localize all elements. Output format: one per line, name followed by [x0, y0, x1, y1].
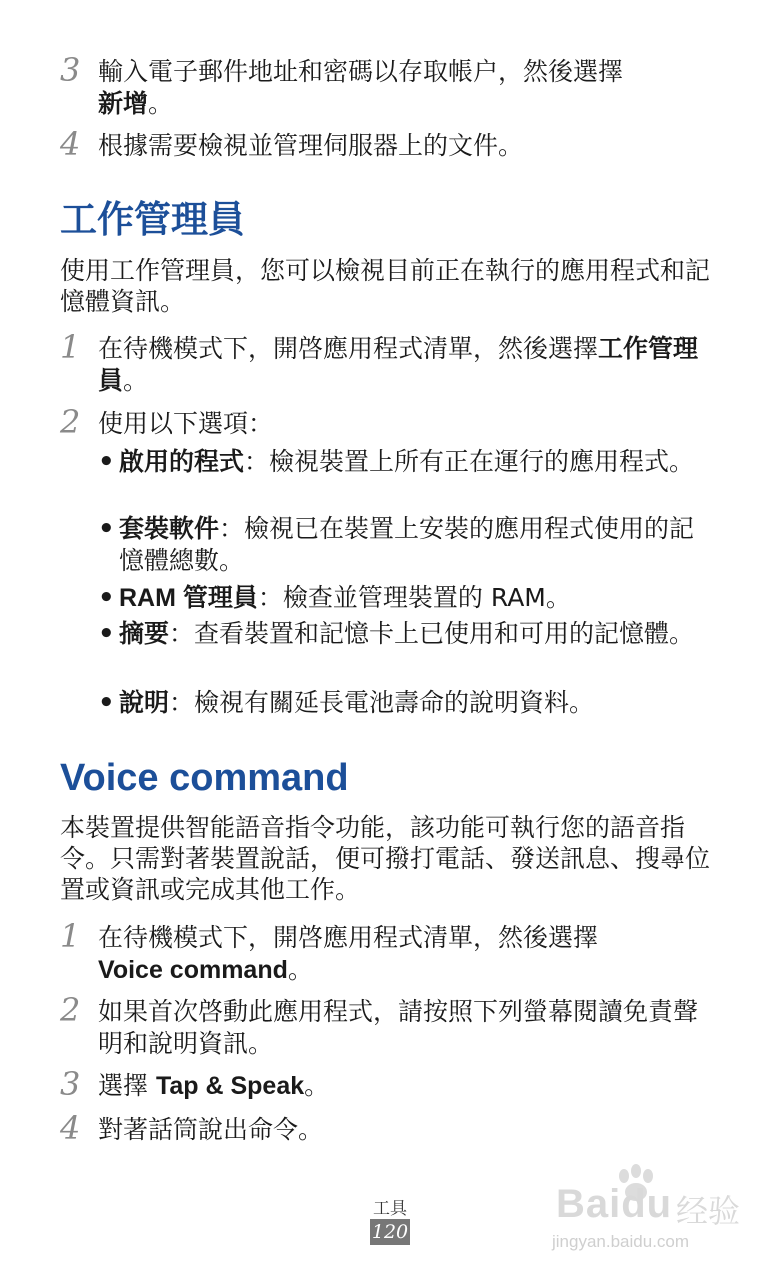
voice-step-1	[60, 917, 720, 986]
step-text: 選擇	[98, 1071, 156, 1100]
step-number: 1	[60, 917, 81, 955]
page-number: 120	[371, 1221, 409, 1243]
bullet-summary	[98, 618, 718, 650]
bullet-desc: ：查看裝置和記憶卡上已使用和可用的記憶體。	[169, 619, 695, 648]
step-tail: 。	[287, 955, 313, 984]
watermark-cn: 经验	[676, 1192, 741, 1230]
watermark-brand	[556, 1182, 672, 1227]
footer-section-title: 工具	[373, 1199, 407, 1219]
step-tail: 。	[148, 89, 174, 118]
step-bold: Voice command	[98, 956, 288, 984]
step-bold: 新增	[98, 89, 149, 118]
step-number: 2	[60, 403, 81, 441]
bullet-dot: •	[98, 583, 115, 613]
task-step-2	[60, 403, 720, 441]
step-4-manage-files	[60, 125, 720, 163]
task-manager-intro: 使用工作管理員，您可以檢視目前正在執行的應用程式和記憶體資訊。	[60, 256, 711, 316]
step-number: 3	[60, 51, 81, 89]
step-text: 根據需要檢視並管理伺服器上的文件。	[98, 131, 524, 160]
bullet-term: 啟用的程式	[119, 447, 245, 476]
bullet-help	[98, 687, 718, 719]
bullet-running-apps	[98, 446, 718, 478]
bullet-dot: •	[98, 619, 115, 649]
bullet-term: 摘要	[119, 619, 170, 648]
step-bold: 工作管理員	[98, 334, 699, 395]
step-tail: 。	[123, 366, 149, 395]
step-number: 4	[60, 1109, 81, 1147]
bullet-term: RAM 管理員	[119, 584, 258, 612]
watermark-brand-b: du	[621, 1182, 673, 1226]
baidu-jingyan-watermark	[552, 1168, 752, 1268]
bullet-desc: ：檢視裝置上所有正在運行的應用程式。	[244, 447, 695, 476]
bullet-desc: ：檢視已在裝置上安裝的應用程式使用的記憶體總數。	[119, 514, 695, 575]
step-text: 在待機模式下，開啓應用程式清單，然後選擇	[98, 334, 599, 363]
bullet-term: 套裝軟件	[119, 514, 220, 543]
voice-step-4	[60, 1109, 720, 1147]
step-3-email	[60, 51, 720, 120]
watermark-url: jingyan.baidu.com	[552, 1232, 690, 1251]
step-tail: 。	[304, 1071, 330, 1100]
voice-command-intro: 本裝置提供智能語音指令功能，該功能可執行您的語音指令。只需對著裝置說話，便可撥打電話、發送訊息、搜尋位置或資訊或完成其他工作。	[60, 813, 711, 904]
bullet-dot: •	[98, 688, 115, 718]
section-heading-voice-command: Voice command	[60, 757, 349, 799]
step-number: 4	[60, 125, 81, 163]
step-number: 3	[60, 1065, 81, 1103]
step-text: 在待機模式下，開啓應用程式清單，然後選擇	[98, 923, 599, 952]
step-text: 如果首次啓動此應用程式，請按照下列螢幕閱讀免責聲明和說明資訊。	[98, 997, 699, 1058]
bullet-packages	[98, 513, 718, 577]
step-text: 輸入電子郵件地址和密碼以存取帳户，然後選擇	[98, 57, 624, 86]
bullet-desc: ：檢查並管理裝置的 RAM。	[257, 583, 571, 612]
bullet-desc: ：檢視有關延長電池壽命的說明資料。	[169, 688, 595, 717]
bullet-term: 說明	[119, 688, 170, 717]
step-text: 對著話筒說出命令。	[98, 1115, 324, 1144]
bullet-dot: •	[98, 447, 115, 477]
watermark-brand-a: Bai	[556, 1182, 622, 1226]
task-step-1	[60, 328, 720, 397]
voice-step-2	[60, 991, 720, 1060]
bullet-dot: •	[98, 514, 115, 544]
bullet-ram-manager	[98, 582, 718, 614]
step-number: 1	[60, 328, 81, 366]
step-text: 使用以下選項：	[98, 409, 274, 438]
step-number: 2	[60, 991, 81, 1029]
section-heading-task-manager: 工作管理員	[60, 198, 245, 241]
voice-step-3	[60, 1065, 720, 1103]
step-bold: Tap & Speak	[155, 1072, 305, 1100]
